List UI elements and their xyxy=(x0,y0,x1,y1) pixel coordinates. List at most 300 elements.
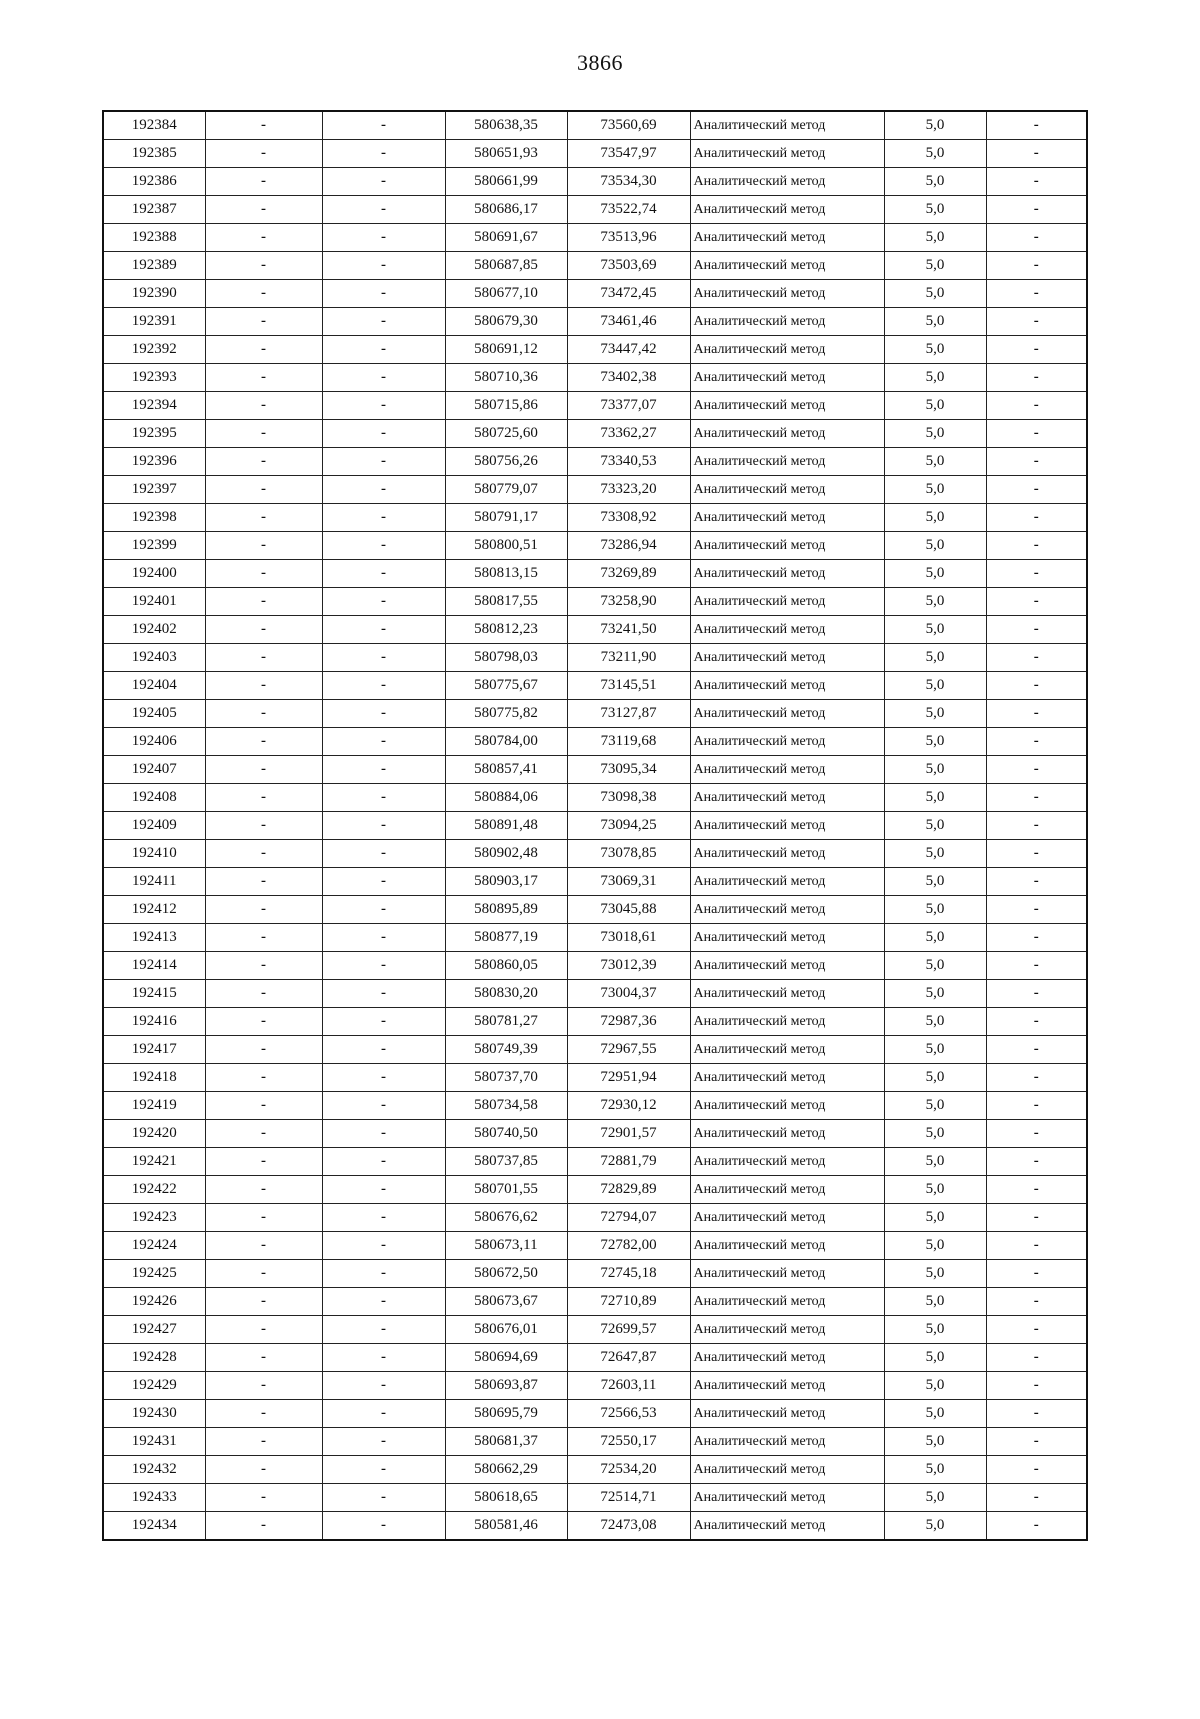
empty-value-cell: - xyxy=(986,1400,1087,1428)
point-number-cell: 192388 xyxy=(103,224,205,252)
y-coordinate-cell: 73098,38 xyxy=(567,784,690,812)
empty-value-cell: - xyxy=(205,1232,322,1260)
empty-value-cell: - xyxy=(322,560,445,588)
empty-value-cell: - xyxy=(986,224,1087,252)
table-row xyxy=(103,924,1087,952)
y-coordinate-cell: 72794,07 xyxy=(567,1204,690,1232)
x-coordinate-cell: 580676,62 xyxy=(445,1204,567,1232)
empty-value-cell: - xyxy=(986,280,1087,308)
table-row xyxy=(103,1344,1087,1372)
method-cell: Аналитический метод xyxy=(690,420,884,448)
method-cell: Аналитический метод xyxy=(690,308,884,336)
empty-value-cell: - xyxy=(205,980,322,1008)
empty-value-cell: - xyxy=(322,252,445,280)
table-row xyxy=(103,756,1087,784)
empty-value-cell: - xyxy=(205,532,322,560)
empty-value-cell: - xyxy=(322,168,445,196)
empty-value-cell: - xyxy=(322,728,445,756)
method-cell: Аналитический метод xyxy=(690,560,884,588)
method-cell: Аналитический метод xyxy=(690,280,884,308)
empty-value-cell: - xyxy=(986,1092,1087,1120)
method-cell: Аналитический метод xyxy=(690,980,884,1008)
empty-value-cell: - xyxy=(986,1008,1087,1036)
point-number-cell: 192409 xyxy=(103,812,205,840)
empty-value-cell: - xyxy=(986,980,1087,1008)
point-number-cell: 192406 xyxy=(103,728,205,756)
method-cell: Аналитический метод xyxy=(690,111,884,140)
accuracy-cell: 5,0 xyxy=(884,364,986,392)
point-number-cell: 192424 xyxy=(103,1232,205,1260)
table-row xyxy=(103,728,1087,756)
empty-value-cell: - xyxy=(205,308,322,336)
x-coordinate-cell: 580737,85 xyxy=(445,1148,567,1176)
y-coordinate-cell: 73447,42 xyxy=(567,336,690,364)
y-coordinate-cell: 72881,79 xyxy=(567,1148,690,1176)
x-coordinate-cell: 580691,12 xyxy=(445,336,567,364)
empty-value-cell: - xyxy=(986,196,1087,224)
accuracy-cell: 5,0 xyxy=(884,1400,986,1428)
empty-value-cell: - xyxy=(205,1372,322,1400)
table-row xyxy=(103,504,1087,532)
point-number-cell: 192434 xyxy=(103,1512,205,1541)
method-cell: Аналитический метод xyxy=(690,1288,884,1316)
table-row xyxy=(103,1428,1087,1456)
empty-value-cell: - xyxy=(986,1064,1087,1092)
empty-value-cell: - xyxy=(986,532,1087,560)
empty-value-cell: - xyxy=(986,896,1087,924)
y-coordinate-cell: 73145,51 xyxy=(567,672,690,700)
y-coordinate-cell: 73004,37 xyxy=(567,980,690,1008)
point-number-cell: 192426 xyxy=(103,1288,205,1316)
x-coordinate-cell: 580800,51 xyxy=(445,532,567,560)
y-coordinate-cell: 73078,85 xyxy=(567,840,690,868)
empty-value-cell: - xyxy=(322,1260,445,1288)
y-coordinate-cell: 72699,57 xyxy=(567,1316,690,1344)
empty-value-cell: - xyxy=(986,1260,1087,1288)
accuracy-cell: 5,0 xyxy=(884,896,986,924)
method-cell: Аналитический метод xyxy=(690,1036,884,1064)
x-coordinate-cell: 580737,70 xyxy=(445,1064,567,1092)
x-coordinate-cell: 580662,29 xyxy=(445,1456,567,1484)
accuracy-cell: 5,0 xyxy=(884,700,986,728)
empty-value-cell: - xyxy=(986,1148,1087,1176)
table-row xyxy=(103,588,1087,616)
table-row xyxy=(103,1288,1087,1316)
accuracy-cell: 5,0 xyxy=(884,196,986,224)
x-coordinate-cell: 580581,46 xyxy=(445,1512,567,1541)
empty-value-cell: - xyxy=(205,1400,322,1428)
method-cell: Аналитический метод xyxy=(690,616,884,644)
table-row xyxy=(103,1064,1087,1092)
accuracy-cell: 5,0 xyxy=(884,784,986,812)
y-coordinate-cell: 73377,07 xyxy=(567,392,690,420)
empty-value-cell: - xyxy=(205,224,322,252)
empty-value-cell: - xyxy=(205,700,322,728)
method-cell: Аналитический метод xyxy=(690,1176,884,1204)
empty-value-cell: - xyxy=(205,1120,322,1148)
x-coordinate-cell: 580681,37 xyxy=(445,1428,567,1456)
y-coordinate-cell: 72647,87 xyxy=(567,1344,690,1372)
y-coordinate-cell: 73522,74 xyxy=(567,196,690,224)
method-cell: Аналитический метод xyxy=(690,392,884,420)
empty-value-cell: - xyxy=(986,308,1087,336)
empty-value-cell: - xyxy=(986,728,1087,756)
y-coordinate-cell: 73560,69 xyxy=(567,111,690,140)
x-coordinate-cell: 580710,36 xyxy=(445,364,567,392)
x-coordinate-cell: 580691,67 xyxy=(445,224,567,252)
accuracy-cell: 5,0 xyxy=(884,868,986,896)
y-coordinate-cell: 73362,27 xyxy=(567,420,690,448)
empty-value-cell: - xyxy=(322,1120,445,1148)
empty-value-cell: - xyxy=(322,364,445,392)
y-coordinate-cell: 73286,94 xyxy=(567,532,690,560)
table-row xyxy=(103,1400,1087,1428)
x-coordinate-cell: 580715,86 xyxy=(445,392,567,420)
method-cell: Аналитический метод xyxy=(690,1064,884,1092)
table-row xyxy=(103,980,1087,1008)
table-row xyxy=(103,280,1087,308)
empty-value-cell: - xyxy=(986,1428,1087,1456)
method-cell: Аналитический метод xyxy=(690,196,884,224)
point-number-cell: 192398 xyxy=(103,504,205,532)
table-body xyxy=(103,111,1087,1540)
x-coordinate-cell: 580693,87 xyxy=(445,1372,567,1400)
empty-value-cell: - xyxy=(205,588,322,616)
empty-value-cell: - xyxy=(322,868,445,896)
method-cell: Аналитический метод xyxy=(690,140,884,168)
accuracy-cell: 5,0 xyxy=(884,476,986,504)
accuracy-cell: 5,0 xyxy=(884,672,986,700)
point-number-cell: 192408 xyxy=(103,784,205,812)
x-coordinate-cell: 580694,69 xyxy=(445,1344,567,1372)
y-coordinate-cell: 73323,20 xyxy=(567,476,690,504)
empty-value-cell: - xyxy=(205,1148,322,1176)
accuracy-cell: 5,0 xyxy=(884,280,986,308)
x-coordinate-cell: 580756,26 xyxy=(445,448,567,476)
empty-value-cell: - xyxy=(986,840,1087,868)
method-cell: Аналитический метод xyxy=(690,700,884,728)
point-number-cell: 192417 xyxy=(103,1036,205,1064)
y-coordinate-cell: 72745,18 xyxy=(567,1260,690,1288)
y-coordinate-cell: 73340,53 xyxy=(567,448,690,476)
point-number-cell: 192393 xyxy=(103,364,205,392)
point-number-cell: 192433 xyxy=(103,1484,205,1512)
method-cell: Аналитический метод xyxy=(690,252,884,280)
accuracy-cell: 5,0 xyxy=(884,1120,986,1148)
method-cell: Аналитический метод xyxy=(690,588,884,616)
point-number-cell: 192401 xyxy=(103,588,205,616)
accuracy-cell: 5,0 xyxy=(884,756,986,784)
table-row xyxy=(103,1120,1087,1148)
method-cell: Аналитический метод xyxy=(690,840,884,868)
y-coordinate-cell: 73094,25 xyxy=(567,812,690,840)
point-number-cell: 192421 xyxy=(103,1148,205,1176)
x-coordinate-cell: 580687,85 xyxy=(445,252,567,280)
y-coordinate-cell: 72987,36 xyxy=(567,1008,690,1036)
empty-value-cell: - xyxy=(205,1344,322,1372)
x-coordinate-cell: 580891,48 xyxy=(445,812,567,840)
empty-value-cell: - xyxy=(322,924,445,952)
accuracy-cell: 5,0 xyxy=(884,1232,986,1260)
x-coordinate-cell: 580651,93 xyxy=(445,140,567,168)
table-row xyxy=(103,672,1087,700)
y-coordinate-cell: 72901,57 xyxy=(567,1120,690,1148)
accuracy-cell: 5,0 xyxy=(884,1288,986,1316)
method-cell: Аналитический метод xyxy=(690,1400,884,1428)
empty-value-cell: - xyxy=(986,952,1087,980)
empty-value-cell: - xyxy=(322,1148,445,1176)
accuracy-cell: 5,0 xyxy=(884,1008,986,1036)
page-number: 3866 xyxy=(577,50,623,75)
accuracy-cell: 5,0 xyxy=(884,1428,986,1456)
empty-value-cell: - xyxy=(205,420,322,448)
point-number-cell: 192407 xyxy=(103,756,205,784)
empty-value-cell: - xyxy=(205,1064,322,1092)
empty-value-cell: - xyxy=(322,952,445,980)
empty-value-cell: - xyxy=(322,616,445,644)
x-coordinate-cell: 580830,20 xyxy=(445,980,567,1008)
table-row xyxy=(103,476,1087,504)
x-coordinate-cell: 580695,79 xyxy=(445,1400,567,1428)
y-coordinate-cell: 73547,97 xyxy=(567,140,690,168)
accuracy-cell: 5,0 xyxy=(884,1484,986,1512)
x-coordinate-cell: 580676,01 xyxy=(445,1316,567,1344)
method-cell: Аналитический метод xyxy=(690,224,884,252)
accuracy-cell: 5,0 xyxy=(884,840,986,868)
empty-value-cell: - xyxy=(986,812,1087,840)
table-row xyxy=(103,448,1087,476)
empty-value-cell: - xyxy=(322,896,445,924)
empty-value-cell: - xyxy=(322,812,445,840)
empty-value-cell: - xyxy=(986,1036,1087,1064)
accuracy-cell: 5,0 xyxy=(884,252,986,280)
accuracy-cell: 5,0 xyxy=(884,728,986,756)
x-coordinate-cell: 580618,65 xyxy=(445,1484,567,1512)
point-number-cell: 192400 xyxy=(103,560,205,588)
accuracy-cell: 5,0 xyxy=(884,1204,986,1232)
empty-value-cell: - xyxy=(322,420,445,448)
empty-value-cell: - xyxy=(322,1428,445,1456)
empty-value-cell: - xyxy=(986,476,1087,504)
empty-value-cell: - xyxy=(205,168,322,196)
point-number-cell: 192390 xyxy=(103,280,205,308)
empty-value-cell: - xyxy=(205,1428,322,1456)
table-row xyxy=(103,896,1087,924)
empty-value-cell: - xyxy=(205,644,322,672)
accuracy-cell: 5,0 xyxy=(884,392,986,420)
method-cell: Аналитический метод xyxy=(690,1484,884,1512)
empty-value-cell: - xyxy=(205,448,322,476)
y-coordinate-cell: 72514,71 xyxy=(567,1484,690,1512)
x-coordinate-cell: 580857,41 xyxy=(445,756,567,784)
method-cell: Аналитический метод xyxy=(690,896,884,924)
y-coordinate-cell: 72534,20 xyxy=(567,1456,690,1484)
empty-value-cell: - xyxy=(205,252,322,280)
empty-value-cell: - xyxy=(322,1204,445,1232)
empty-value-cell: - xyxy=(322,1456,445,1484)
method-cell: Аналитический метод xyxy=(690,1344,884,1372)
empty-value-cell: - xyxy=(322,280,445,308)
empty-value-cell: - xyxy=(986,616,1087,644)
y-coordinate-cell: 73211,90 xyxy=(567,644,690,672)
empty-value-cell: - xyxy=(205,111,322,140)
empty-value-cell: - xyxy=(986,868,1087,896)
accuracy-cell: 5,0 xyxy=(884,980,986,1008)
x-coordinate-cell: 580902,48 xyxy=(445,840,567,868)
table-row xyxy=(103,168,1087,196)
method-cell: Аналитический метод xyxy=(690,532,884,560)
empty-value-cell: - xyxy=(986,700,1087,728)
x-coordinate-cell: 580686,17 xyxy=(445,196,567,224)
point-number-cell: 192427 xyxy=(103,1316,205,1344)
accuracy-cell: 5,0 xyxy=(884,1260,986,1288)
empty-value-cell: - xyxy=(205,476,322,504)
table-row xyxy=(103,1232,1087,1260)
empty-value-cell: - xyxy=(205,784,322,812)
point-number-cell: 192414 xyxy=(103,952,205,980)
empty-value-cell: - xyxy=(205,952,322,980)
x-coordinate-cell: 580860,05 xyxy=(445,952,567,980)
empty-value-cell: - xyxy=(986,448,1087,476)
accuracy-cell: 5,0 xyxy=(884,1092,986,1120)
y-coordinate-cell: 73472,45 xyxy=(567,280,690,308)
y-coordinate-cell: 72603,11 xyxy=(567,1372,690,1400)
point-number-cell: 192389 xyxy=(103,252,205,280)
empty-value-cell: - xyxy=(986,1456,1087,1484)
x-coordinate-cell: 580775,67 xyxy=(445,672,567,700)
empty-value-cell: - xyxy=(322,1176,445,1204)
table-row xyxy=(103,812,1087,840)
accuracy-cell: 5,0 xyxy=(884,224,986,252)
empty-value-cell: - xyxy=(322,1512,445,1541)
point-number-cell: 192386 xyxy=(103,168,205,196)
empty-value-cell: - xyxy=(986,560,1087,588)
accuracy-cell: 5,0 xyxy=(884,1316,986,1344)
empty-value-cell: - xyxy=(322,1036,445,1064)
x-coordinate-cell: 580903,17 xyxy=(445,868,567,896)
empty-value-cell: - xyxy=(986,364,1087,392)
empty-value-cell: - xyxy=(205,1036,322,1064)
table-row xyxy=(103,784,1087,812)
table-row xyxy=(103,1316,1087,1344)
table-row xyxy=(103,868,1087,896)
method-cell: Аналитический метод xyxy=(690,448,884,476)
x-coordinate-cell: 580725,60 xyxy=(445,420,567,448)
accuracy-cell: 5,0 xyxy=(884,504,986,532)
accuracy-cell: 5,0 xyxy=(884,308,986,336)
accuracy-cell: 5,0 xyxy=(884,924,986,952)
table-row xyxy=(103,1148,1087,1176)
table-row xyxy=(103,392,1087,420)
empty-value-cell: - xyxy=(205,840,322,868)
point-number-cell: 192404 xyxy=(103,672,205,700)
empty-value-cell: - xyxy=(205,1176,322,1204)
x-coordinate-cell: 580813,15 xyxy=(445,560,567,588)
y-coordinate-cell: 73012,39 xyxy=(567,952,690,980)
y-coordinate-cell: 72967,55 xyxy=(567,1036,690,1064)
table-row xyxy=(103,616,1087,644)
method-cell: Аналитический метод xyxy=(690,868,884,896)
method-cell: Аналитический метод xyxy=(690,1428,884,1456)
table-row xyxy=(103,1008,1087,1036)
x-coordinate-cell: 580798,03 xyxy=(445,644,567,672)
y-coordinate-cell: 73258,90 xyxy=(567,588,690,616)
point-number-cell: 192432 xyxy=(103,1456,205,1484)
point-number-cell: 192394 xyxy=(103,392,205,420)
point-number-cell: 192413 xyxy=(103,924,205,952)
empty-value-cell: - xyxy=(205,1484,322,1512)
empty-value-cell: - xyxy=(322,1232,445,1260)
x-coordinate-cell: 580701,55 xyxy=(445,1176,567,1204)
empty-value-cell: - xyxy=(322,1064,445,1092)
table-row xyxy=(103,644,1087,672)
empty-value-cell: - xyxy=(205,1288,322,1316)
empty-value-cell: - xyxy=(986,756,1087,784)
y-coordinate-cell: 73402,38 xyxy=(567,364,690,392)
point-number-cell: 192419 xyxy=(103,1092,205,1120)
method-cell: Аналитический метод xyxy=(690,1120,884,1148)
point-number-cell: 192387 xyxy=(103,196,205,224)
method-cell: Аналитический метод xyxy=(690,644,884,672)
empty-value-cell: - xyxy=(322,1288,445,1316)
empty-value-cell: - xyxy=(986,644,1087,672)
point-number-cell: 192429 xyxy=(103,1372,205,1400)
method-cell: Аналитический метод xyxy=(690,1232,884,1260)
y-coordinate-cell: 73461,46 xyxy=(567,308,690,336)
empty-value-cell: - xyxy=(986,140,1087,168)
y-coordinate-cell: 73241,50 xyxy=(567,616,690,644)
empty-value-cell: - xyxy=(205,924,322,952)
empty-value-cell: - xyxy=(986,168,1087,196)
y-coordinate-cell: 73308,92 xyxy=(567,504,690,532)
table-row xyxy=(103,1204,1087,1232)
x-coordinate-cell: 580784,00 xyxy=(445,728,567,756)
table-row xyxy=(103,420,1087,448)
accuracy-cell: 5,0 xyxy=(884,644,986,672)
empty-value-cell: - xyxy=(205,336,322,364)
y-coordinate-cell: 73503,69 xyxy=(567,252,690,280)
table-row xyxy=(103,1260,1087,1288)
empty-value-cell: - xyxy=(986,588,1087,616)
table-row xyxy=(103,196,1087,224)
empty-value-cell: - xyxy=(322,756,445,784)
empty-value-cell: - xyxy=(322,1372,445,1400)
empty-value-cell: - xyxy=(322,476,445,504)
table-row xyxy=(103,840,1087,868)
accuracy-cell: 5,0 xyxy=(884,336,986,364)
empty-value-cell: - xyxy=(322,336,445,364)
empty-value-cell: - xyxy=(322,532,445,560)
accuracy-cell: 5,0 xyxy=(884,560,986,588)
y-coordinate-cell: 73069,31 xyxy=(567,868,690,896)
empty-value-cell: - xyxy=(205,756,322,784)
empty-value-cell: - xyxy=(986,672,1087,700)
point-number-cell: 192412 xyxy=(103,896,205,924)
empty-value-cell: - xyxy=(986,420,1087,448)
x-coordinate-cell: 580749,39 xyxy=(445,1036,567,1064)
table-row xyxy=(103,700,1087,728)
point-number-cell: 192405 xyxy=(103,700,205,728)
method-cell: Аналитический метод xyxy=(690,1456,884,1484)
table-row xyxy=(103,364,1087,392)
empty-value-cell: - xyxy=(986,1344,1087,1372)
table-row xyxy=(103,1176,1087,1204)
x-coordinate-cell: 580734,58 xyxy=(445,1092,567,1120)
point-number-cell: 192416 xyxy=(103,1008,205,1036)
accuracy-cell: 5,0 xyxy=(884,616,986,644)
empty-value-cell: - xyxy=(322,644,445,672)
empty-value-cell: - xyxy=(205,504,322,532)
